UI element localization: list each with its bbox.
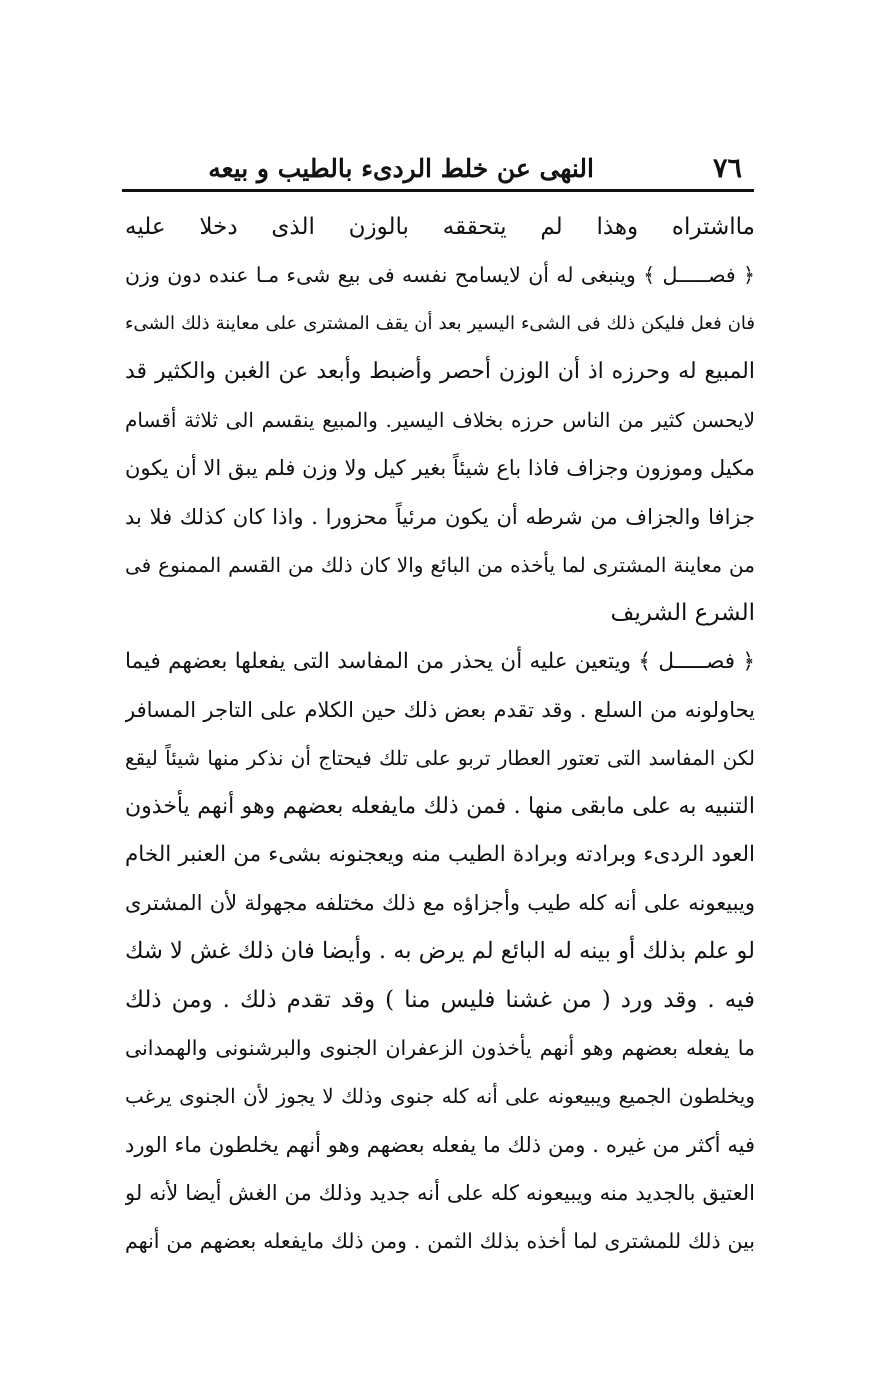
text-line: فيه أكثر من غيره . ومن ذلك ما يفعله بعضهم وهو أنهم يخلطون ماء الورد	[125, 1132, 755, 1157]
text-line: الشرع الشريف	[610, 600, 755, 627]
header-rule	[122, 189, 754, 192]
page-number: ٧٦	[712, 153, 742, 184]
text-line: ﴿ فصـــــل ﴾ ويتعين عليه أن يحذر من المفاسد التى يفعلها بعضهم فيما	[125, 648, 755, 674]
text-line: ما يفعله بعضهم وهو أنهم يأخذون الزعفران الجنوى والبرشنونى والهمدانى	[125, 1036, 755, 1061]
text-line: مكيل وموزون وجزاف فاذا باع شيئاً بغير كيل ولا وزن فلم يبق الا أن يكون	[125, 456, 755, 481]
text-line: لو علم بذلك أو بينه له البائع لم يرض به . وأيضا فان ذلك غش لا شك	[125, 938, 755, 965]
text-line: بين ذلك للمشترى لما أخذه بذلك الثمن . ومن ذلك مايفعله بعضهم من أنهم	[125, 1229, 755, 1254]
text-line: مااشتراه وهذا لم يتحققه بالوزن الذى دخلا عليه	[125, 214, 755, 240]
text-line: العتيق بالجديد منه ويبيعونه كله على أنه جديد وذلك من الغش أيضا لأنه لو	[125, 1180, 755, 1205]
text-line: المبيع له وحرزه اذ أن الوزن أحصر وأضبط وأبعد عن الغبن والكثير قد	[125, 358, 755, 384]
text-line: ﴿ فصـــــل ﴾ وينبغى له أن لايسامح نفسه فى بيع شىء مـا عنده دون وزن	[125, 263, 755, 288]
body-text	[125, 203, 755, 1266]
text-line: فان فعل فليكن ذلك فى الشىء اليسير بعد أن يقف المشترى على معاينة ذلك الشىء	[125, 312, 755, 334]
page-header	[122, 150, 754, 188]
running-title: النهى عن خلط الردىء بالطيب و بيعه	[208, 154, 594, 183]
text-line: ويبيعونه على أنه كله طيب وأجزاؤه مع ذلك مختلفه مجهولة لأن المشترى	[125, 891, 755, 916]
text-line: من معاينة المشترى لما يأخذه من البائع والا كان ذلك من القسم الممنوع فى	[125, 553, 755, 578]
text-line: لكن المفاسد التى تعتور العطار تربو على تلك فيحتاج أن نذكر منها شيئاً ليقع	[125, 746, 755, 771]
text-line: التنبيه به على مابقى منها . فمن ذلك مايفعله بعضهم وهو أنهم يأخذون	[125, 793, 755, 819]
text-line: جزافا والجزاف من شرطه أن يكون مرئياً محزورا . واذا كان كذلك فلا بد	[125, 504, 755, 529]
text-line: العود الردىء وبرادته وبرادة الطيب منه ويعجنونه بشىء من العنبر الخام	[125, 841, 755, 867]
text-line: يحاولونه من السلع . وقد تقدم بعض ذلك حين الكلام على التاجر المسافر	[125, 697, 755, 722]
text-line: فيه . وقد ورد ( من غشنا فليس منا ) وقد تقدم ذلك . ومن ذلك	[125, 986, 755, 1013]
text-line: لايحسن كثير من الناس حرزه بخلاف اليسير. والمبيع ينقسم الى ثلاثة أقسام	[125, 408, 755, 433]
text-line: ويخلطون الجميع ويبيعونه على أنه كله جنوى وذلك لا يجوز لأن الجنوى يرغب	[125, 1084, 755, 1109]
